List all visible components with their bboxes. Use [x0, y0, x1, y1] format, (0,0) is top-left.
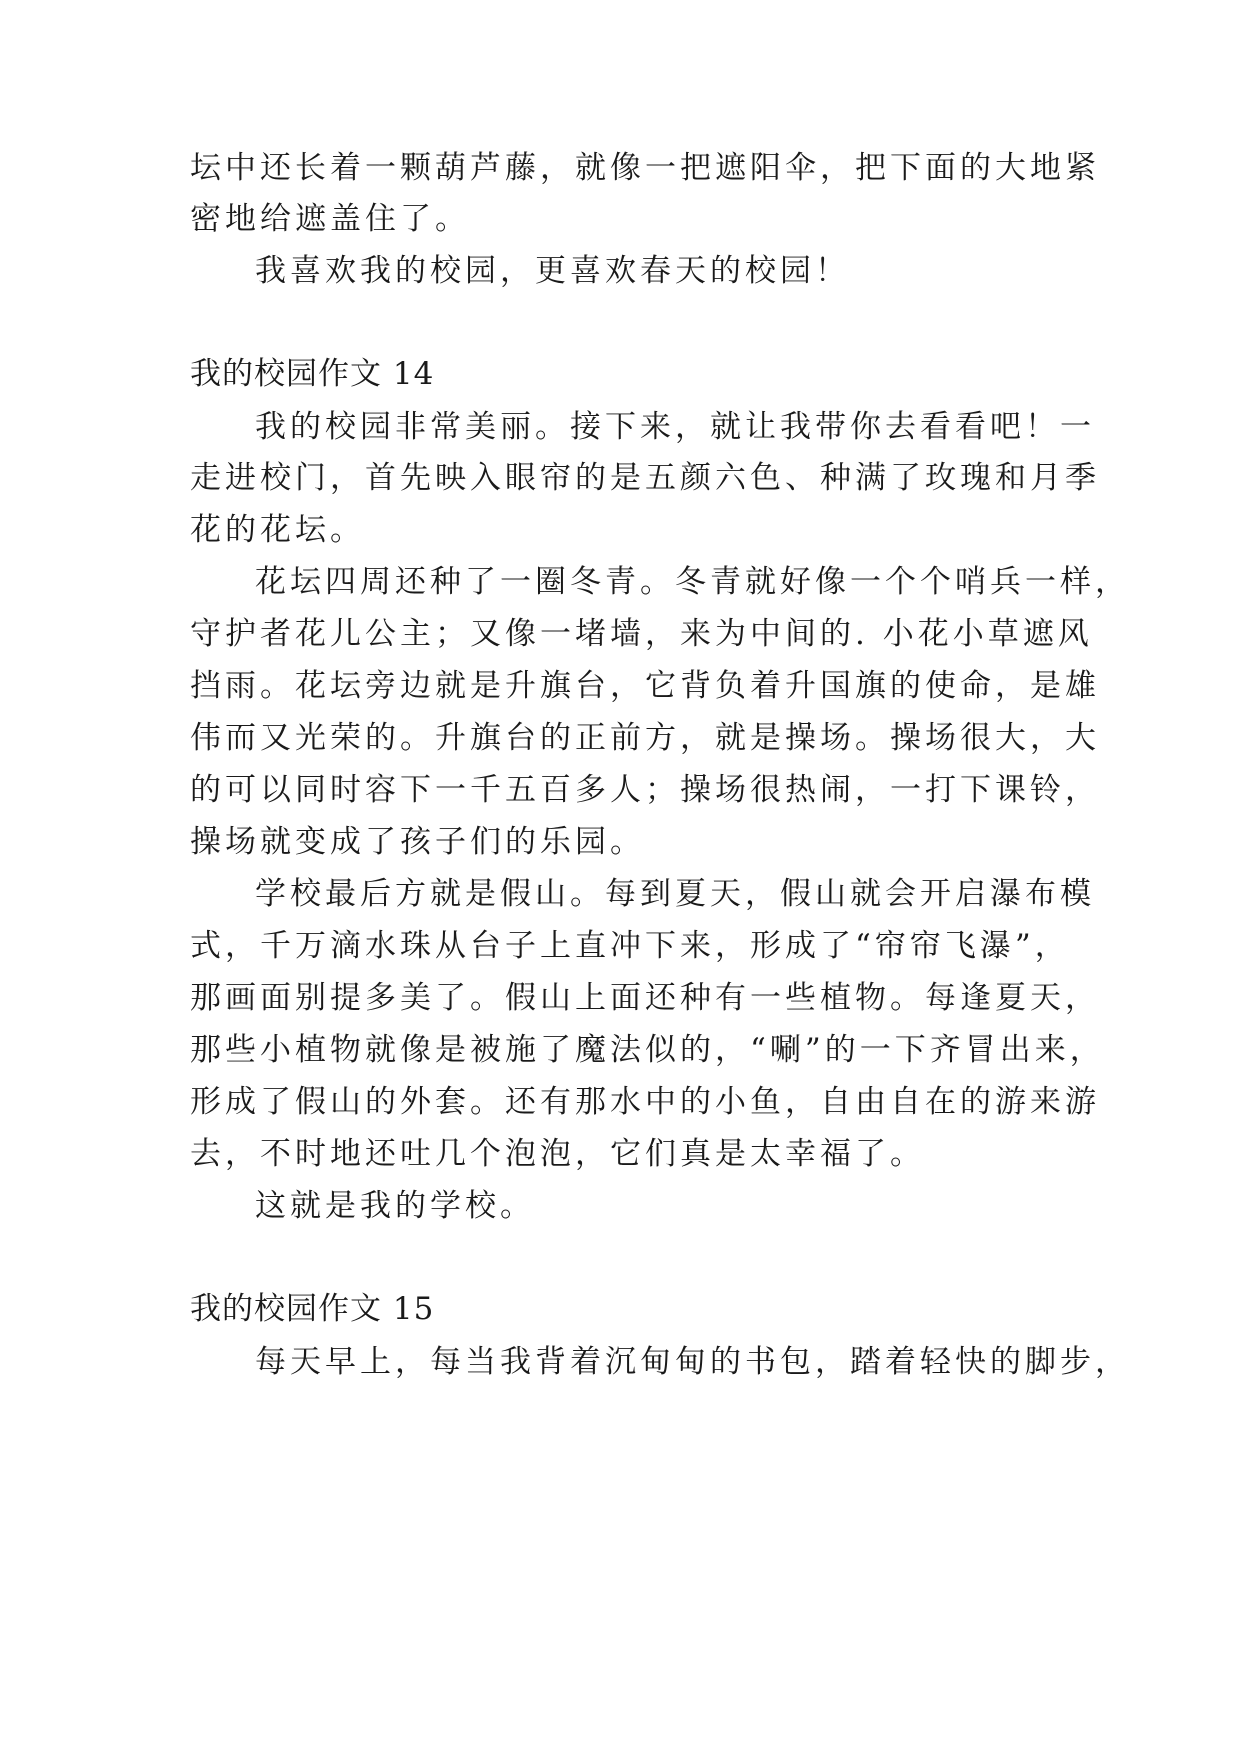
paragraph-line: 我喜欢我的校园，更喜欢春天的校园！	[255, 253, 850, 289]
paragraph-line: 式，千万滴水珠从台子上直冲下来，形成了“帘帘飞瀑”，	[190, 928, 1070, 964]
paragraph-line: 这就是我的学校。	[255, 1188, 535, 1224]
paragraph-line: 挡雨。花坛旁边就是升旗台，它背负着升国旗的使命，是雄	[190, 668, 1100, 704]
paragraph-line: 密地给遮盖住了。	[190, 201, 470, 237]
paragraph-line: 那画面别提多美了。假山上面还种有一些植物。每逢夏天，	[190, 980, 1100, 1016]
paragraph-line: 去，不时地还吐几个泡泡，它们真是太幸福了。	[190, 1136, 925, 1172]
section-title: 我的校园作文 15	[190, 1291, 435, 1327]
section-title: 我的校园作文 14	[190, 356, 435, 392]
paragraph-line: 每天早上，每当我背着沉甸甸的书包，踏着轻快的脚步，	[255, 1344, 1130, 1380]
paragraph-line: 伟而又光荣的。升旗台的正前方，就是操场。操场很大，大	[190, 720, 1100, 756]
paragraph-line: 守护者花儿公主；又像一堵墙，来为中间的. 小花小草遮风	[190, 616, 1093, 652]
paragraph-line: 花的花坛。	[190, 512, 365, 548]
paragraph-line: 那些小植物就像是被施了魔法似的，“唰”的一下齐冒出来，	[190, 1032, 1105, 1068]
paragraph-line: 坛中还长着一颗葫芦藤，就像一把遮阳伞，把下面的大地紧	[190, 150, 1100, 186]
paragraph-line: 我的校园非常美丽。接下来，就让我带你去看看吧！一	[255, 409, 1095, 445]
paragraph-line: 的可以同时容下一千五百多人；操场很热闹，一打下课铃，	[190, 772, 1100, 808]
paragraph-line: 花坛四周还种了一圈冬青。冬青就好像一个个哨兵一样，	[255, 564, 1130, 600]
paragraph-line: 形成了假山的外套。还有那水中的小鱼，自由自在的游来游	[190, 1084, 1100, 1120]
paragraph-line: 学校最后方就是假山。每到夏天，假山就会开启瀑布模	[255, 876, 1095, 912]
paragraph-line: 操场就变成了孩子们的乐园。	[190, 824, 645, 860]
paragraph-line: 走进校门，首先映入眼帘的是五颜六色、种满了玫瑰和月季	[190, 460, 1100, 496]
